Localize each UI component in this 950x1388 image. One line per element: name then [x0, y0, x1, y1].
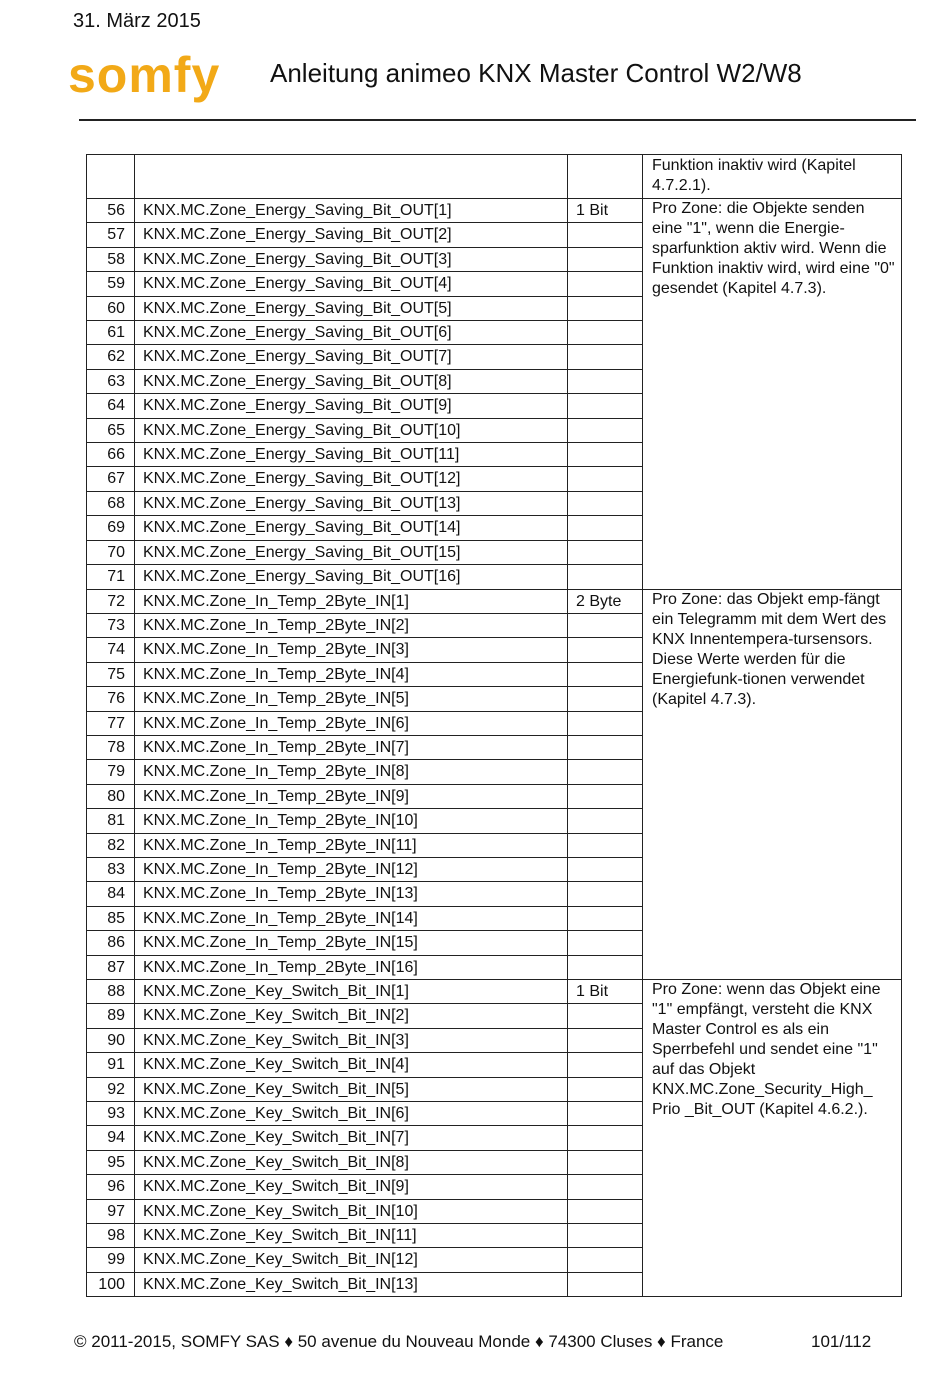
- cell-num: 88: [87, 980, 135, 1004]
- cell-name: KNX.MC.Zone_Energy_Saving_Bit_OUT[7]: [135, 345, 568, 369]
- cell-type: [568, 882, 643, 906]
- cell-name: KNX.MC.Zone_Energy_Saving_Bit_OUT[3]: [135, 247, 568, 271]
- cell-type: [568, 1224, 643, 1248]
- cell-type: [568, 394, 643, 418]
- cell-name: KNX.MC.Zone_Key_Switch_Bit_IN[5]: [135, 1077, 568, 1101]
- cell-type: [568, 418, 643, 442]
- cell-name: KNX.MC.Zone_In_Temp_2Byte_IN[13]: [135, 882, 568, 906]
- cell-type: [568, 1175, 643, 1199]
- table-row: [87, 589, 902, 613]
- cell-num: 69: [87, 516, 135, 540]
- cell-name: KNX.MC.Zone_Energy_Saving_Bit_OUT[2]: [135, 223, 568, 247]
- cell-description: Pro Zone: die Objekte senden eine "1", wenn die Energie-sparfunktion aktiv wird. Wenn die Funktion inaktiv wird, wird eine "0" gesendet (Kapitel 4.7.3).: [643, 199, 902, 590]
- cell-name: KNX.MC.Zone_Energy_Saving_Bit_OUT[14]: [135, 516, 568, 540]
- document-title: Anleitung animeo KNX Master Control W2/W8: [270, 58, 802, 88]
- cell-description: Pro Zone: das Objekt emp-fängt ein Telegramm mit dem Wert des KNX Innentempera-tursensors. Diese Werte werden für die Energiefunk-tionen verwendet (Kapitel 4.7.3).: [643, 589, 902, 980]
- cell-num: 68: [87, 491, 135, 515]
- cell-type: [568, 1004, 643, 1028]
- cell-name: KNX.MC.Zone_In_Temp_2Byte_IN[3]: [135, 638, 568, 662]
- cell-name: KNX.MC.Zone_In_Temp_2Byte_IN[12]: [135, 857, 568, 881]
- cell-name: KNX.MC.Zone_Key_Switch_Bit_IN[10]: [135, 1199, 568, 1223]
- cell-name: KNX.MC.Zone_In_Temp_2Byte_IN[14]: [135, 906, 568, 930]
- cell-num: 80: [87, 784, 135, 808]
- cell-type: [568, 613, 643, 637]
- somfy-logo: [68, 52, 248, 104]
- cell-name: KNX.MC.Zone_Key_Switch_Bit_IN[2]: [135, 1004, 568, 1028]
- cell-type: [568, 223, 643, 247]
- cell-num: 78: [87, 735, 135, 759]
- cell-num: 59: [87, 272, 135, 296]
- cell-num: 100: [87, 1272, 135, 1296]
- cell-num: 75: [87, 662, 135, 686]
- document-date: 31. März 2015: [73, 10, 201, 32]
- cell-num: 90: [87, 1028, 135, 1052]
- cell-type: [568, 931, 643, 955]
- cell-name: KNX.MC.Zone_In_Temp_2Byte_IN[15]: [135, 931, 568, 955]
- object-table: [86, 154, 902, 1297]
- cell-num: 57: [87, 223, 135, 247]
- cell-type: [568, 467, 643, 491]
- cell-description: Funktion inaktiv wird (Kapitel 4.7.2.1).: [643, 155, 902, 199]
- table-row: [87, 199, 902, 223]
- cell-name: KNX.MC.Zone_In_Temp_2Byte_IN[5]: [135, 687, 568, 711]
- cell-num: 65: [87, 418, 135, 442]
- cell-num: 83: [87, 857, 135, 881]
- cell-name: KNX.MC.Zone_Energy_Saving_Bit_OUT[8]: [135, 369, 568, 393]
- cell-num: 70: [87, 540, 135, 564]
- cell-name: KNX.MC.Zone_In_Temp_2Byte_IN[9]: [135, 784, 568, 808]
- cell-num: 98: [87, 1224, 135, 1248]
- cell-num: 95: [87, 1150, 135, 1174]
- cell-name: KNX.MC.Zone_Energy_Saving_Bit_OUT[1]: [135, 199, 568, 223]
- footer-copyright: © 2011-2015, SOMFY SAS ♦ 50 avenue du Nouveau Monde ♦ 74300 Cluses ♦ France: [74, 1332, 724, 1351]
- cell-name: KNX.MC.Zone_In_Temp_2Byte_IN[7]: [135, 735, 568, 759]
- cell-name: [135, 155, 568, 199]
- cell-type: [568, 443, 643, 467]
- cell-name: KNX.MC.Zone_Energy_Saving_Bit_OUT[10]: [135, 418, 568, 442]
- cell-num: 77: [87, 711, 135, 735]
- cell-type: [568, 369, 643, 393]
- cell-type: [568, 1150, 643, 1174]
- cell-name: KNX.MC.Zone_Energy_Saving_Bit_OUT[12]: [135, 467, 568, 491]
- cell-name: KNX.MC.Zone_Energy_Saving_Bit_OUT[6]: [135, 321, 568, 345]
- cell-num: 73: [87, 613, 135, 637]
- cell-name: KNX.MC.Zone_In_Temp_2Byte_IN[11]: [135, 833, 568, 857]
- cell-type: [568, 711, 643, 735]
- cell-type: [568, 540, 643, 564]
- cell-name: KNX.MC.Zone_Key_Switch_Bit_IN[13]: [135, 1272, 568, 1296]
- cell-type: 1 Bit: [568, 199, 643, 223]
- cell-name: KNX.MC.Zone_Key_Switch_Bit_IN[4]: [135, 1053, 568, 1077]
- cell-type: [568, 272, 643, 296]
- header-divider: [79, 119, 916, 121]
- cell-name: KNX.MC.Zone_In_Temp_2Byte_IN[10]: [135, 809, 568, 833]
- cell-type: [568, 662, 643, 686]
- cell-name: KNX.MC.Zone_Energy_Saving_Bit_OUT[9]: [135, 394, 568, 418]
- cell-num: 61: [87, 321, 135, 345]
- cell-type: [568, 906, 643, 930]
- cell-type: [568, 345, 643, 369]
- cell-description: Pro Zone: wenn das Objekt eine "1" empfängt, versteht die KNX Master Control es als ein Sperrbefehl und sendet eine "1" auf das Objekt KNX.MC.Zone_Security_High_ Prio _Bit_OUT (Kapitel 4.6.2.).: [643, 980, 902, 1297]
- cell-type: [568, 857, 643, 881]
- cell-num: 87: [87, 955, 135, 979]
- cell-type: [568, 955, 643, 979]
- cell-num: 85: [87, 906, 135, 930]
- cell-num: 84: [87, 882, 135, 906]
- cell-num: 97: [87, 1199, 135, 1223]
- cell-type: [568, 1077, 643, 1101]
- cell-type: [568, 735, 643, 759]
- cell-name: KNX.MC.Zone_Key_Switch_Bit_IN[7]: [135, 1126, 568, 1150]
- cell-name: KNX.MC.Zone_Energy_Saving_Bit_OUT[5]: [135, 296, 568, 320]
- cell-name: KNX.MC.Zone_Key_Switch_Bit_IN[3]: [135, 1028, 568, 1052]
- cell-type: [568, 833, 643, 857]
- logo-wordmark: somfy: [68, 52, 221, 103]
- cell-num: 71: [87, 565, 135, 589]
- table-row-continued: [87, 155, 902, 199]
- cell-type: [568, 296, 643, 320]
- cell-num: 92: [87, 1077, 135, 1101]
- cell-num: 56: [87, 199, 135, 223]
- cell-num: 86: [87, 931, 135, 955]
- cell-name: KNX.MC.Zone_Key_Switch_Bit_IN[1]: [135, 980, 568, 1004]
- cell-type: [568, 784, 643, 808]
- cell-type: [568, 1199, 643, 1223]
- cell-num: 74: [87, 638, 135, 662]
- table-row: [87, 980, 902, 1004]
- cell-num: 67: [87, 467, 135, 491]
- cell-type: [568, 565, 643, 589]
- cell-name: KNX.MC.Zone_In_Temp_2Byte_IN[16]: [135, 955, 568, 979]
- cell-num: 72: [87, 589, 135, 613]
- cell-num: 91: [87, 1053, 135, 1077]
- cell-type: 1 Bit: [568, 980, 643, 1004]
- cell-num: 79: [87, 760, 135, 784]
- cell-type: [568, 1028, 643, 1052]
- cell-type: [568, 1126, 643, 1150]
- cell-name: KNX.MC.Zone_Energy_Saving_Bit_OUT[13]: [135, 491, 568, 515]
- cell-name: KNX.MC.Zone_Energy_Saving_Bit_OUT[16]: [135, 565, 568, 589]
- cell-type: [568, 247, 643, 271]
- cell-type: [568, 809, 643, 833]
- cell-num: 93: [87, 1102, 135, 1126]
- cell-num: 76: [87, 687, 135, 711]
- cell-type: [568, 1102, 643, 1126]
- cell-num: 63: [87, 369, 135, 393]
- cell-num: 60: [87, 296, 135, 320]
- cell-name: KNX.MC.Zone_In_Temp_2Byte_IN[2]: [135, 613, 568, 637]
- cell-name: KNX.MC.Zone_Key_Switch_Bit_IN[6]: [135, 1102, 568, 1126]
- cell-num: 81: [87, 809, 135, 833]
- cell-num: 62: [87, 345, 135, 369]
- cell-type: [568, 1053, 643, 1077]
- cell-name: KNX.MC.Zone_In_Temp_2Byte_IN[4]: [135, 662, 568, 686]
- cell-type: [568, 638, 643, 662]
- cell-num: 89: [87, 1004, 135, 1028]
- cell-type: [568, 155, 643, 199]
- cell-name: KNX.MC.Zone_Key_Switch_Bit_IN[9]: [135, 1175, 568, 1199]
- cell-num: 94: [87, 1126, 135, 1150]
- cell-type: [568, 760, 643, 784]
- cell-name: KNX.MC.Zone_Key_Switch_Bit_IN[8]: [135, 1150, 568, 1174]
- cell-name: KNX.MC.Zone_Energy_Saving_Bit_OUT[15]: [135, 540, 568, 564]
- cell-name: KNX.MC.Zone_In_Temp_2Byte_IN[6]: [135, 711, 568, 735]
- cell-num: [87, 155, 135, 199]
- cell-type: [568, 516, 643, 540]
- cell-num: 64: [87, 394, 135, 418]
- cell-type: [568, 321, 643, 345]
- cell-num: 66: [87, 443, 135, 467]
- page-number: 101/112: [811, 1332, 872, 1351]
- cell-name: KNX.MC.Zone_In_Temp_2Byte_IN[1]: [135, 589, 568, 613]
- cell-type: [568, 491, 643, 515]
- cell-name: KNX.MC.Zone_Key_Switch_Bit_IN[11]: [135, 1224, 568, 1248]
- cell-num: 58: [87, 247, 135, 271]
- cell-type: [568, 1248, 643, 1272]
- cell-num: 96: [87, 1175, 135, 1199]
- cell-name: KNX.MC.Zone_In_Temp_2Byte_IN[8]: [135, 760, 568, 784]
- cell-type: [568, 1272, 643, 1296]
- cell-type: [568, 687, 643, 711]
- cell-name: KNX.MC.Zone_Key_Switch_Bit_IN[12]: [135, 1248, 568, 1272]
- cell-num: 82: [87, 833, 135, 857]
- cell-name: KNX.MC.Zone_Energy_Saving_Bit_OUT[11]: [135, 443, 568, 467]
- cell-num: 99: [87, 1248, 135, 1272]
- cell-name: KNX.MC.Zone_Energy_Saving_Bit_OUT[4]: [135, 272, 568, 296]
- cell-type: 2 Byte: [568, 589, 643, 613]
